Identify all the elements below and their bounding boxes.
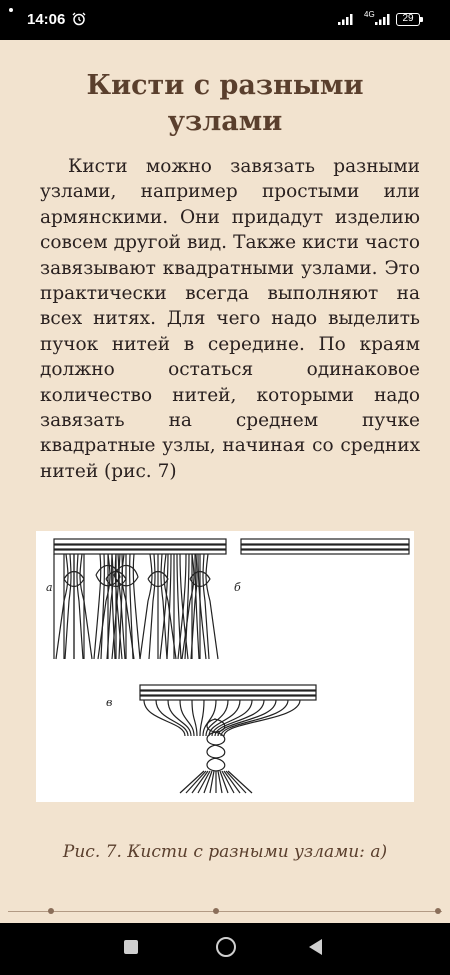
back-icon[interactable] — [309, 939, 322, 955]
figure-label-b: б — [234, 581, 241, 594]
tassel-strand — [226, 771, 246, 793]
square-knot — [207, 758, 225, 771]
fringe-knots-illustration — [36, 531, 414, 802]
signal-icon — [338, 13, 354, 25]
home-icon[interactable] — [216, 937, 236, 957]
battery-tip — [420, 17, 423, 22]
alarm-icon — [72, 12, 86, 26]
tassel-strand — [178, 554, 186, 659]
page-title: Кисти с разными узлами — [86, 70, 364, 137]
progress-marker[interactable] — [213, 908, 219, 914]
figure-label-v: в — [106, 696, 113, 709]
battery-icon — [396, 13, 420, 26]
figure-label-a: а — [46, 581, 53, 594]
status-bar — [0, 0, 450, 40]
tassel-strand — [101, 554, 104, 659]
notification-dot-icon — [9, 8, 13, 12]
body-paragraph[interactable]: Кисти можно завязать разными узлами, например простыми или армянскими. Они придадут изделию совсем другой вид. Также кисти часто завязывают квадратными узлами. Это практически всегда выполняют на всех нитях. Для чего надо выделить пучок нитей в середине. По краям должно остаться одинаковое количество нитей, которыми надо завязать на среднем пучке квадратные узлы, начиная со средних нитей (рис. 7) — [40, 156, 420, 482]
figure-caption: Рис. 7. Кисти с разными узлами: а) — [62, 842, 388, 862]
square-knot — [207, 745, 225, 758]
network-type: 4G — [364, 10, 375, 19]
recent-apps-icon[interactable] — [124, 940, 138, 954]
tassel-strand — [186, 771, 206, 793]
fringe-strand — [218, 700, 276, 736]
figure-illustration[interactable] — [36, 531, 414, 802]
fringe-strand — [168, 700, 191, 736]
progress-marker[interactable] — [435, 908, 441, 914]
status-time: 14:06 — [27, 11, 66, 28]
signal-icon — [375, 13, 391, 25]
reading-progress-track[interactable] — [8, 911, 442, 912]
progress-marker[interactable] — [48, 908, 54, 914]
battery-level: 29 — [402, 13, 414, 24]
fringe-strand — [144, 700, 185, 736]
